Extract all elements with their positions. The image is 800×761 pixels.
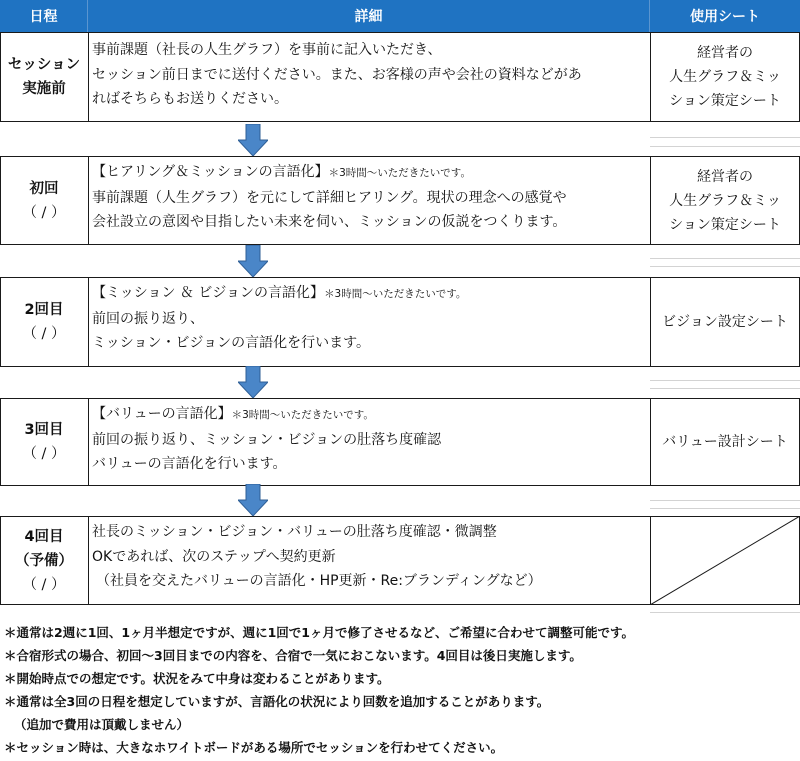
header-detail-label: 詳細	[354, 9, 383, 25]
sheet-line: 経営者の	[697, 168, 753, 185]
grid-line	[650, 146, 800, 147]
footnote: ＊通常は全3回の日程を想定していますが、言語化の状況により回数を追加することがあります。	[4, 694, 550, 709]
schedule-line: （ / ）	[22, 446, 66, 462]
sheet-cell	[650, 32, 800, 122]
grid-line	[650, 612, 800, 613]
detail-line: 前回の振り返り、ミッション・ビジョンの肚落ち度確認	[92, 431, 442, 448]
detail-line: 前回の振り返り、	[92, 310, 204, 327]
detail-title-line	[92, 402, 650, 428]
footnote: ＊通常は2週に1回、1ヶ月半想定ですが、週に1回で1ヶ月で修了させるなど、ご希望に合わせて調整可能です。	[4, 625, 634, 640]
schedule-line: 3回目	[24, 422, 64, 438]
schedule-line: （ / ）	[22, 576, 66, 593]
grid-line	[650, 388, 800, 389]
grid-line	[650, 258, 800, 259]
down-arrow-icon	[238, 124, 268, 156]
grid-line	[650, 380, 800, 381]
sheet-line: ション策定シート	[669, 93, 781, 109]
session-title: 【ミッション ＆ ビジョンの言語化】	[92, 285, 325, 301]
schedule-line: （ / ）	[22, 204, 66, 221]
schedule-line: （予備）	[15, 552, 73, 569]
detail-title-line	[92, 281, 650, 307]
sheet-cell	[650, 398, 800, 486]
sheet-line: 人生グラフ＆ミッ	[669, 69, 781, 85]
empty-cell-slash	[650, 516, 800, 605]
grid-line	[650, 508, 800, 509]
footnote: ＊開始時点での想定です。状況をみて中身は変わることがあります。	[4, 671, 390, 686]
schedule-line: 2回目	[24, 302, 64, 318]
footnote: ＊セッション時は、大きなホワイトボードがある場所でセッションを行わせてください。	[4, 740, 504, 755]
session-title: 【ヒアリング＆ミッションの言語化】	[92, 164, 329, 180]
schedule-line: セッション	[7, 57, 81, 73]
grid-line	[650, 266, 800, 267]
header-sheet	[650, 0, 800, 32]
detail-cell	[88, 277, 650, 367]
detail-line: バリューの言語化を行います。	[92, 456, 287, 472]
sheet-line: ション策定シート	[669, 216, 781, 233]
footnote: （追加で費用は頂戴しません）	[14, 717, 190, 732]
schedule-line: 実施前	[22, 81, 66, 97]
header-detail	[88, 0, 650, 32]
schedule-line: （ / ）	[22, 326, 66, 342]
schedule-cell	[0, 277, 88, 367]
detail-line: セッション前日までに送付ください。また、お客様の声や会社の資料などがあ	[92, 66, 582, 83]
schedule-line: 初回	[29, 180, 59, 197]
down-arrow-icon	[238, 484, 268, 516]
schedule-cell	[0, 156, 88, 245]
detail-cell	[88, 34, 650, 122]
detail-line: ミッション・ビジョンの言語化を行います。	[92, 335, 371, 351]
detail-line: OKであれば、次のステップへ契約更新	[92, 548, 336, 565]
detail-line: 事前課題（社長の人生グラフ）を事前に記入いただき、	[92, 42, 442, 58]
sheet-line: 人生グラフ＆ミッ	[669, 192, 781, 209]
detail-cell	[88, 516, 650, 605]
detail-line: 会社設立の意図や目指したい未来を伺い、ミッションの仮説をつくります。	[92, 214, 567, 230]
sheet-cell	[650, 277, 800, 367]
down-arrow-icon	[238, 366, 268, 398]
detail-line: ればそちらもお送りください。	[92, 91, 288, 107]
schedule-cell	[0, 398, 88, 486]
detail-cell	[88, 398, 650, 486]
detail-title-line	[92, 160, 650, 186]
detail-line: （社員を交えたバリューの言語化・HP更新・Re:ブランディングなど）	[96, 573, 542, 589]
detail-line: 事前課題（人生グラフ）を元にして詳細ヒアリング。現状の理念への感覚や	[92, 189, 567, 206]
sheet-cell	[650, 156, 800, 245]
duration-note: ＊3時間～いただきたいです。	[324, 288, 467, 300]
duration-note: ＊3時間～いただきたいです。	[231, 409, 374, 421]
grid-line	[650, 500, 800, 501]
duration-note: ＊3時間～いただきたいです。	[328, 167, 471, 179]
header-schedule-label: 日程	[29, 9, 58, 25]
sheet-line: ビジョン設定シート	[662, 314, 788, 330]
grid-line	[650, 137, 800, 138]
down-arrow-icon	[238, 245, 268, 277]
detail-cell	[88, 156, 650, 245]
footnote: ＊合宿形式の場合、初回～3回目までの内容を、合宿で一気におこないます。4回目は後日実施します。	[4, 648, 582, 663]
schedule-cell	[0, 516, 88, 605]
session-title: 【バリューの言語化】	[92, 406, 232, 422]
detail-line: 社長のミッション・ビジョン・バリューの肚落ち度確認・微調整	[92, 524, 497, 540]
schedule-line: 4回目	[24, 528, 64, 545]
header-sheet-label: 使用シート	[690, 9, 760, 25]
schedule-cell	[0, 32, 88, 122]
header-schedule	[0, 0, 88, 32]
sheet-line: バリュー設計シート	[662, 434, 788, 450]
sheet-line: 経営者の	[697, 45, 753, 61]
